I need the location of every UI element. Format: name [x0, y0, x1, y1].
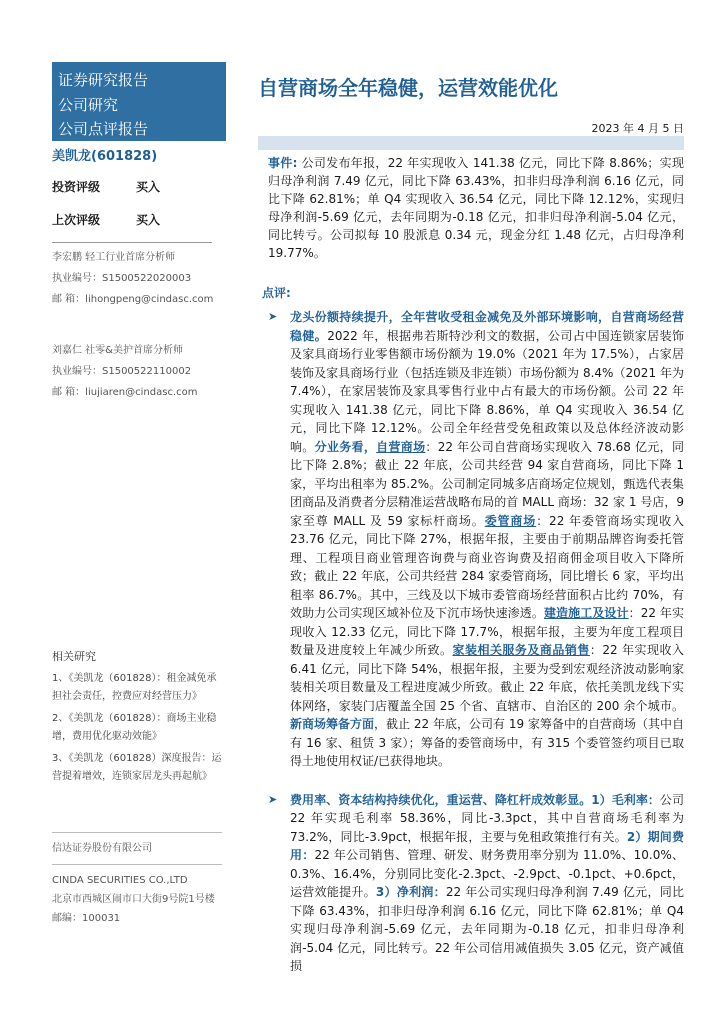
- net-profit-text: 22 年公司实现归母净利润 7.49 亿元，同比下降 63.43%，扣非归母净利润 6.16 亿元，同比下降 62.81%；单 Q4 实现归母净利润-5.69 亿元，去年同期为-0.18 亿元，扣非归母净利润-5.04 亿元，同比转亏。22 年公司信用减值损失 3.05 亿元，资产减值损: [290, 885, 684, 973]
- expense-text: 22 年公司销售、管理、研发、财务费用率分别为 11.0%、10.0%、0.3%、16.4%，分别同比变化-2.3pct、-2.9pct、-0.1pct、+0.6pct，运营效能提升。: [290, 848, 684, 899]
- self-mall-text: ：22 年公司自营商场实现收入 78.68 亿元，同比下降 2.8%；截止 22 年底，公司共经营 94 家自营商场，同比下降 1 家，平均出租率为 85.2%。公司制定同城多店商场定位规划，甄选代表集团商品及消费者分层精准运营战略布局的首 MALL 商场：32 家 1 号店，9 家至尊 MALL 及 59 家标杆商场。: [290, 439, 684, 528]
- company-en: CINDA SECURITIES CO.,LTD: [52, 875, 188, 886]
- comment-body: [268, 308, 684, 996]
- managed-mall-text: ：22 年委管商场实现收入 23.76 亿元，同比下降 27%，根据年报，主要由于前期品牌咨询委托管理、工程项目商业管理咨询费与商业咨询费及招商佣金项目收入下降所致；截止 22 年底，公司共经营 284 家委管商场，同比增长 6 家，平均出租率 86.7%。其中，三线及以下城市委管商场经营面积占比约 70%，有效助力公司实现区域补位及下沉市场快速渗透。: [290, 513, 684, 620]
- divider: [52, 864, 222, 865]
- related-item-3[interactable]: 3、《美凯龙（601828）深度报告：运营提着增效，连锁家居龙头再起航》: [52, 753, 222, 782]
- stock-ticker: 美凯龙(601828): [52, 149, 158, 164]
- event-paragraph: [268, 154, 684, 262]
- related-research: [52, 648, 222, 790]
- rating-row: [52, 178, 226, 195]
- analyst-2-name: 刘嘉仁 社零&美护首席分析师: [52, 345, 183, 356]
- bullet-2-lead: 费用率、资本结构持续优化，重运营、降杠杆成效彰显。: [290, 792, 592, 807]
- analyst-1-name: 李宏鹏 轻工行业首席分析师: [52, 252, 176, 263]
- bullet-1: [268, 308, 684, 771]
- self-mall-label: 自营商场: [376, 439, 426, 454]
- event-text: 公司发布年报，22 年实现收入 141.38 亿元，同比下降 8.86%；实现归母净利润 7.49 亿元，同比下降 63.43%，扣非归母净利润 6.16 亿元，同比下降 62.81%；单 Q4 实现收入 36.54 亿元，同比下降 12.12%，实现归母净利润-5.69 亿元，去年同期为-0.18 亿元，扣非归母净利润-5.04 亿元，同比转亏。公司拟每 10 股派息 0.34 元，现金分红 1.48 亿元，占归母净利 19.77%。: [268, 156, 684, 260]
- prev-rating-label: 上次评级: [52, 213, 101, 227]
- report-category-band: 公司点评报告: [52, 115, 226, 141]
- gross-margin-text: 公司 22 年实现毛利率 58.36%，同比-3.3pct，其中自营商场毛利率为 73.2%，同比-3.9pct，根据年报，主要与免租政策推行有关。: [290, 792, 684, 844]
- construction-text: ：22 年实现收入 12.33 亿元，同比下降 17.7%，根据年报，主要为年度工程项目数量及进度较上年减少所致。: [290, 606, 684, 657]
- rating-label: 投资评级: [52, 180, 101, 194]
- company-info: [52, 826, 222, 928]
- sidebar: [52, 62, 226, 403]
- report-type-band: 证券研究报告: [52, 62, 226, 91]
- report-date: 2023 年 4 月 5 日: [591, 122, 684, 135]
- bullet-2: [268, 791, 684, 976]
- bullet-arrow-icon: ➤: [268, 310, 278, 323]
- home-service-label: 家装相关服务及商品销售: [452, 643, 590, 657]
- expense-label: 2）期间费用：: [290, 829, 684, 862]
- related-item-2[interactable]: 2、《美凯龙（601828）：商场主业稳增，费用优化驱动效能》: [52, 713, 217, 742]
- research-type-band: 公司研究: [52, 91, 226, 115]
- segment-label: 分业务看，: [314, 439, 377, 454]
- bullet-1-text: 2022 年，根据弗若斯特沙利文的数据，公司占中国连锁家居装饰及家具商场行业零售额市场份额为 19.0%（2021 年为 17.5%），占家居装饰及家具商场行业（包括连锁及非连锁）市场份额为 8.4%（2021 年为 7.4%），在家居装饰及家具零售行业中占有最大的市场份额。公司 22 年实现收入 141.38 亿元，同比下降 8.86%，单 Q4 实现收入 36.54 亿元，同比下降 12.12%。公司全年经营受免租政策以及总体经济波动影响。: [290, 328, 684, 454]
- divider: [52, 242, 212, 243]
- company-name: 信达证券股份有限公司: [52, 843, 152, 854]
- bullet-arrow-icon: ➤: [268, 792, 278, 806]
- company-zip: 邮编：100031: [52, 913, 121, 924]
- analyst-2-email[interactable]: 邮 箱：liujiaren@cindasc.com: [52, 387, 198, 398]
- prev-rating-value: 买入: [136, 213, 161, 227]
- prev-rating-row: [52, 211, 226, 228]
- net-profit-label: 3）净利润：: [375, 885, 446, 899]
- analyst-2-license: 执业编号：S1500522110002: [52, 366, 192, 377]
- related-heading: 相关研究: [52, 650, 96, 663]
- related-item-1[interactable]: 1、《美凯龙（601828）：租金减免承担社会责任，控费应对经营压力》: [52, 673, 217, 702]
- title-band: [258, 136, 684, 150]
- analyst-1: [52, 247, 226, 310]
- analyst-1-email[interactable]: 邮 箱：lihongpeng@cindasc.com: [52, 294, 214, 305]
- event-label: 事件:: [268, 156, 298, 170]
- company-address: 北京市西城区闹市口大街9号院1号楼: [52, 894, 215, 905]
- divider: [52, 832, 222, 833]
- analyst-2: [52, 340, 226, 403]
- gross-margin-label: 1）毛利率：: [591, 792, 660, 807]
- construction-label: 建造施工及设计: [543, 606, 629, 620]
- new-mall-text: ，截止 22 年底，公司有 19 家筹备中的自营商场（其中自有 16 家、租赁 3 家）；筹备的委管商场中，有 315 个委管签约项目已取得土地使用权证/已获得地块。: [290, 717, 684, 768]
- managed-mall-label: 委管商场: [484, 513, 537, 528]
- bullet-1-lead: 龙头份额持续提升，全年营收受租金减免及外部环境影响，自营商场经营稳健。: [290, 310, 684, 343]
- comment-heading: 点评:: [262, 286, 291, 300]
- page-title: 自营商场全年稳健，运营效能优化: [258, 76, 558, 100]
- rating-value: 买入: [136, 180, 161, 194]
- new-mall-label: 新商场筹备方面: [290, 717, 375, 731]
- home-service-text: ：22 年实现收入 6.41 亿元，同比下降 54%，根据年报，主要为受到宏观经济波动影响家装相关项目数量及工程进度减少所致。截止 22 年底，依托美凯龙线下实体网络，家装门店覆盖全国 25 个省、直辖市、自治区的 200 余个城市。: [290, 643, 684, 713]
- analyst-1-license: 执业编号：S1500522020003: [52, 273, 192, 284]
